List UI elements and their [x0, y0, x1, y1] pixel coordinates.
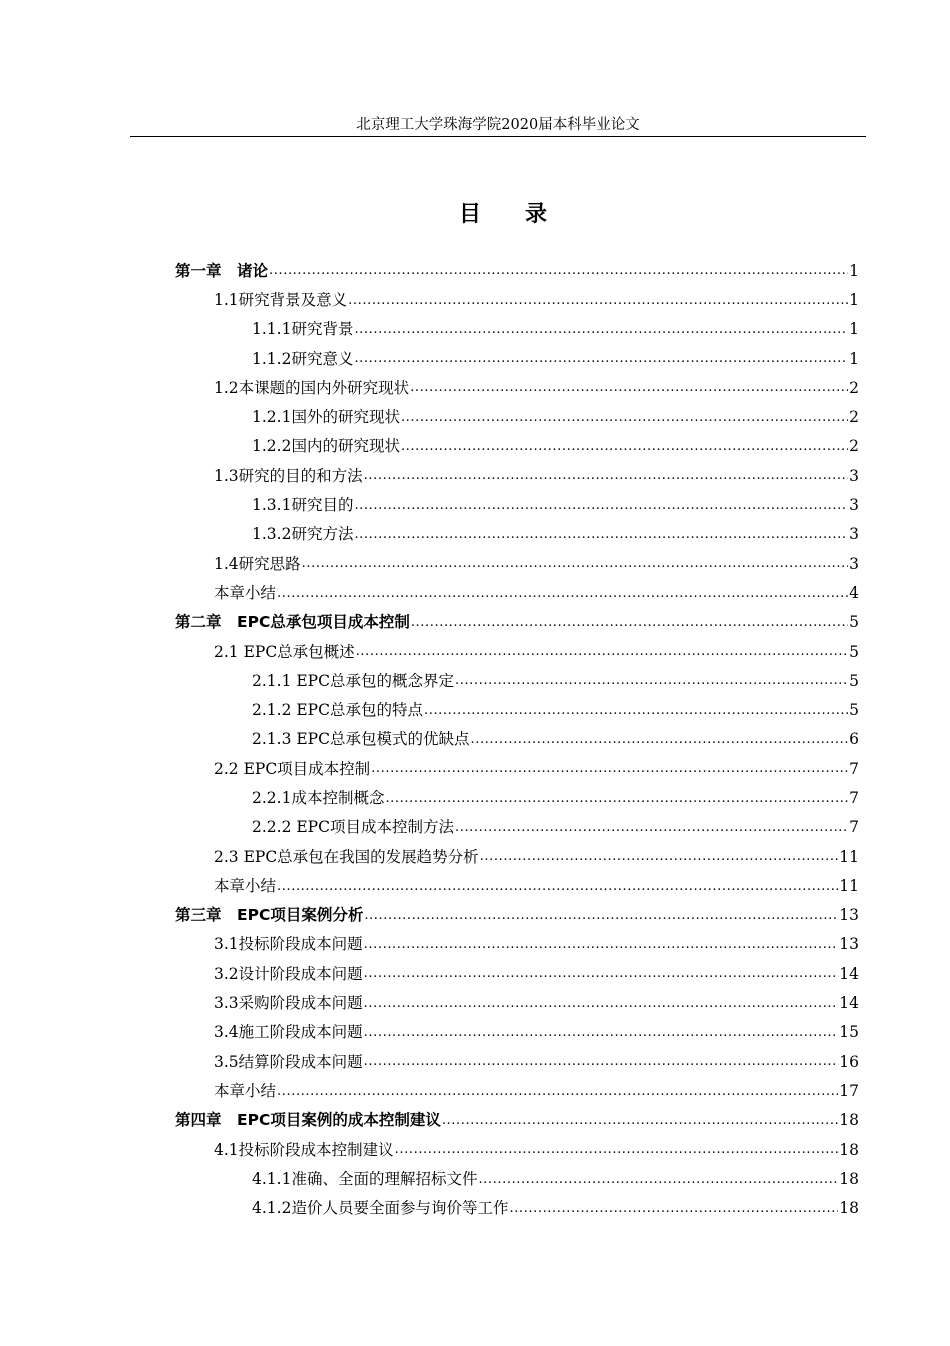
toc-entry[interactable]	[0, 402, 950, 431]
toc-entry-title: 第三章 EPC项目案例分析	[175, 906, 364, 925]
toc-dot-leader	[364, 994, 839, 1014]
toc-entry[interactable]	[0, 315, 950, 344]
toc-entry[interactable]	[0, 549, 950, 578]
toc-dot-leader	[364, 466, 848, 486]
toc-entry-title: 2.1.1 EPC总承包的概念界定	[252, 671, 454, 690]
toc-entry-title: 1.1.1研究背景	[252, 320, 354, 339]
toc-entry-title: 3.2设计阶段成本问题	[214, 964, 363, 983]
toc-entry-page-number: 7	[849, 818, 859, 837]
toc-entry[interactable]	[0, 1194, 950, 1223]
toc-entry[interactable]	[0, 373, 950, 402]
toc-entry-title: 4.1.1准确、全面的理解招标文件	[252, 1169, 478, 1188]
toc-entry-page-number: 2	[849, 378, 859, 397]
toc-entry[interactable]	[0, 695, 950, 724]
toc-entry-page-number: 11	[839, 847, 859, 866]
toc-entry[interactable]	[0, 490, 950, 519]
toc-entry-page-number: 18	[839, 1140, 859, 1159]
toc-dot-leader	[401, 437, 848, 457]
toc-entry[interactable]	[0, 432, 950, 461]
toc-entry[interactable]	[0, 1047, 950, 1076]
toc-entry-title: 2.2.1成本控制概念	[252, 788, 385, 807]
toc-entry-page-number: 1	[849, 290, 859, 309]
toc-dot-leader	[356, 642, 848, 662]
toc-dot-leader	[364, 964, 839, 984]
toc-dot-leader	[470, 730, 848, 750]
toc-entry[interactable]	[0, 754, 950, 783]
toc-entry-page-number: 2	[849, 437, 859, 456]
toc-entry[interactable]	[0, 930, 950, 959]
toc-entry[interactable]	[0, 901, 950, 930]
toc-dot-leader	[348, 291, 848, 311]
toc-entry-page-number: 13	[839, 935, 859, 954]
toc-entry-page-number: 18	[839, 1111, 859, 1130]
toc-dot-leader	[455, 818, 848, 838]
toc-entry-title: 1.2.1国外的研究现状	[252, 408, 400, 427]
toc-entry[interactable]	[0, 520, 950, 549]
toc-entry-title: 1.3研究的目的和方法	[214, 466, 363, 485]
toc-entry[interactable]	[0, 608, 950, 637]
toc-entry-title: 2.3 EPC总承包在我国的发展趋势分析	[214, 847, 479, 866]
toc-entry[interactable]	[0, 725, 950, 754]
toc-entry-page-number: 16	[839, 1052, 859, 1071]
toc-entry-title: 3.3采购阶段成本问题	[214, 994, 363, 1013]
toc-entry-page-number: 7	[849, 788, 859, 807]
toc-entry-page-number: 18	[839, 1169, 859, 1188]
toc-entry-page-number: 5	[849, 642, 859, 661]
toc-entry-page-number: 14	[839, 964, 859, 983]
toc-entry-title: 1.2.2国内的研究现状	[252, 437, 400, 456]
toc-dot-leader	[354, 320, 848, 340]
toc-dot-leader	[364, 1023, 839, 1043]
toc-dot-leader	[480, 847, 839, 867]
toc-dot-leader	[385, 789, 848, 809]
toc-dot-leader	[354, 525, 848, 545]
toc-dot-leader	[424, 701, 848, 721]
toc-entry-page-number: 5	[849, 701, 859, 720]
toc-entry-title: 本章小结	[214, 1081, 277, 1100]
toc-dot-leader	[401, 408, 848, 428]
toc-entry-page-number: 5	[849, 613, 859, 632]
toc-dot-leader	[277, 584, 848, 604]
toc-dot-leader	[478, 1170, 838, 1190]
toc-entry-title: 3.1投标阶段成本问题	[214, 935, 363, 954]
toc-dot-leader	[371, 759, 848, 779]
toc-entry-page-number: 17	[839, 1081, 859, 1100]
toc-dot-leader	[442, 1111, 838, 1131]
toc-entry-page-number: 3	[849, 496, 859, 515]
toc-entry[interactable]	[0, 578, 950, 607]
toc-entry[interactable]	[0, 666, 950, 695]
toc-entry-page-number: 5	[849, 671, 859, 690]
header-text: 北京理工大学珠海学院2020届本科毕业论文	[356, 117, 640, 133]
toc-entry-title: 4.1投标阶段成本控制建议	[214, 1140, 394, 1159]
toc-entry[interactable]	[0, 256, 950, 285]
toc-entry-title: 1.1.2研究意义	[252, 349, 354, 368]
toc-dot-leader	[395, 1140, 839, 1160]
toc-title: 目录	[458, 202, 591, 227]
page-header	[130, 116, 866, 137]
toc-entry-title: 本章小结	[214, 876, 277, 895]
toc-entry[interactable]	[0, 783, 950, 812]
toc-entry-page-number: 7	[849, 759, 859, 778]
toc-dot-leader	[509, 1199, 838, 1219]
toc-entry-page-number: 4	[849, 583, 859, 602]
toc-dot-leader	[410, 378, 848, 398]
toc-entry-page-number: 13	[839, 906, 859, 925]
toc-entry[interactable]	[0, 988, 950, 1017]
toc-entry[interactable]	[0, 1106, 950, 1135]
toc-entry[interactable]	[0, 1076, 950, 1105]
toc-dot-leader	[354, 349, 848, 369]
toc-dot-leader	[354, 496, 848, 516]
toc-entry[interactable]	[0, 461, 950, 490]
toc-entry-title: 本章小结	[214, 583, 277, 602]
toc-entry-page-number: 15	[839, 1023, 859, 1042]
toc-entry-page-number: 1	[849, 261, 859, 280]
toc-entry-page-number: 1	[849, 320, 859, 339]
toc-entry[interactable]	[0, 344, 950, 373]
toc-entry[interactable]	[0, 1018, 950, 1047]
toc-entry-page-number: 11	[839, 876, 859, 895]
toc-dot-leader	[364, 1052, 839, 1072]
toc-dot-leader	[277, 1082, 838, 1102]
toc-dot-leader	[302, 554, 848, 574]
toc-entry[interactable]	[0, 842, 950, 871]
toc-entry-page-number: 3	[849, 525, 859, 544]
toc-entry-page-number: 3	[849, 466, 859, 485]
toc-entry-page-number: 3	[849, 554, 859, 573]
toc-entry-title: 2.1.3 EPC总承包模式的优缺点	[252, 730, 470, 749]
toc-entry[interactable]	[0, 1135, 950, 1164]
toc-entry-title: 1.3.2研究方法	[252, 525, 354, 544]
toc-dot-leader	[364, 906, 838, 926]
toc-entry-title: 3.4施工阶段成本问题	[214, 1023, 363, 1042]
toc-entry-title: 4.1.2造价人员要全面参与询价等工作	[252, 1199, 509, 1218]
toc-entry-title: 2.2 EPC项目成本控制	[214, 759, 371, 778]
toc-entry-title: 第二章 EPC总承包项目成本控制	[175, 613, 410, 632]
toc-entry-title: 1.4研究思路	[214, 554, 301, 573]
toc-dot-leader	[364, 935, 839, 955]
toc-entry-page-number: 18	[839, 1199, 859, 1218]
toc-dot-leader	[277, 877, 838, 897]
toc-entry[interactable]	[0, 637, 950, 666]
toc-entry[interactable]	[0, 871, 950, 900]
toc-entry-page-number: 2	[849, 408, 859, 427]
toc-entry-page-number: 6	[849, 730, 859, 749]
toc-entry-title: 1.3.1研究目的	[252, 496, 354, 515]
toc-entry-page-number: 1	[849, 349, 859, 368]
toc-entry-title: 第一章 诸论	[175, 261, 269, 280]
toc-dot-leader	[411, 613, 848, 633]
toc-entry-title: 1.1研究背景及意义	[214, 290, 348, 309]
toc-entry-title: 1.2本课题的国内外研究现状	[214, 378, 410, 397]
toc-entry[interactable]	[0, 959, 950, 988]
toc-entry-title: 3.5结算阶段成本问题	[214, 1052, 363, 1071]
toc-entry-title: 2.1 EPC总承包概述	[214, 642, 355, 661]
toc-entry[interactable]	[0, 1164, 950, 1193]
toc-entry-title: 第四章 EPC项目案例的成本控制建议	[175, 1111, 441, 1130]
toc-entry-title: 2.2.2 EPC项目成本控制方法	[252, 818, 454, 837]
toc-entry-title: 2.1.2 EPC总承包的特点	[252, 701, 423, 720]
toc-entry[interactable]	[0, 285, 950, 314]
table-of-contents	[0, 256, 950, 1223]
toc-entry[interactable]	[0, 813, 950, 842]
toc-dot-leader	[455, 671, 848, 691]
toc-entry-page-number: 14	[839, 994, 859, 1013]
toc-dot-leader	[269, 261, 848, 281]
